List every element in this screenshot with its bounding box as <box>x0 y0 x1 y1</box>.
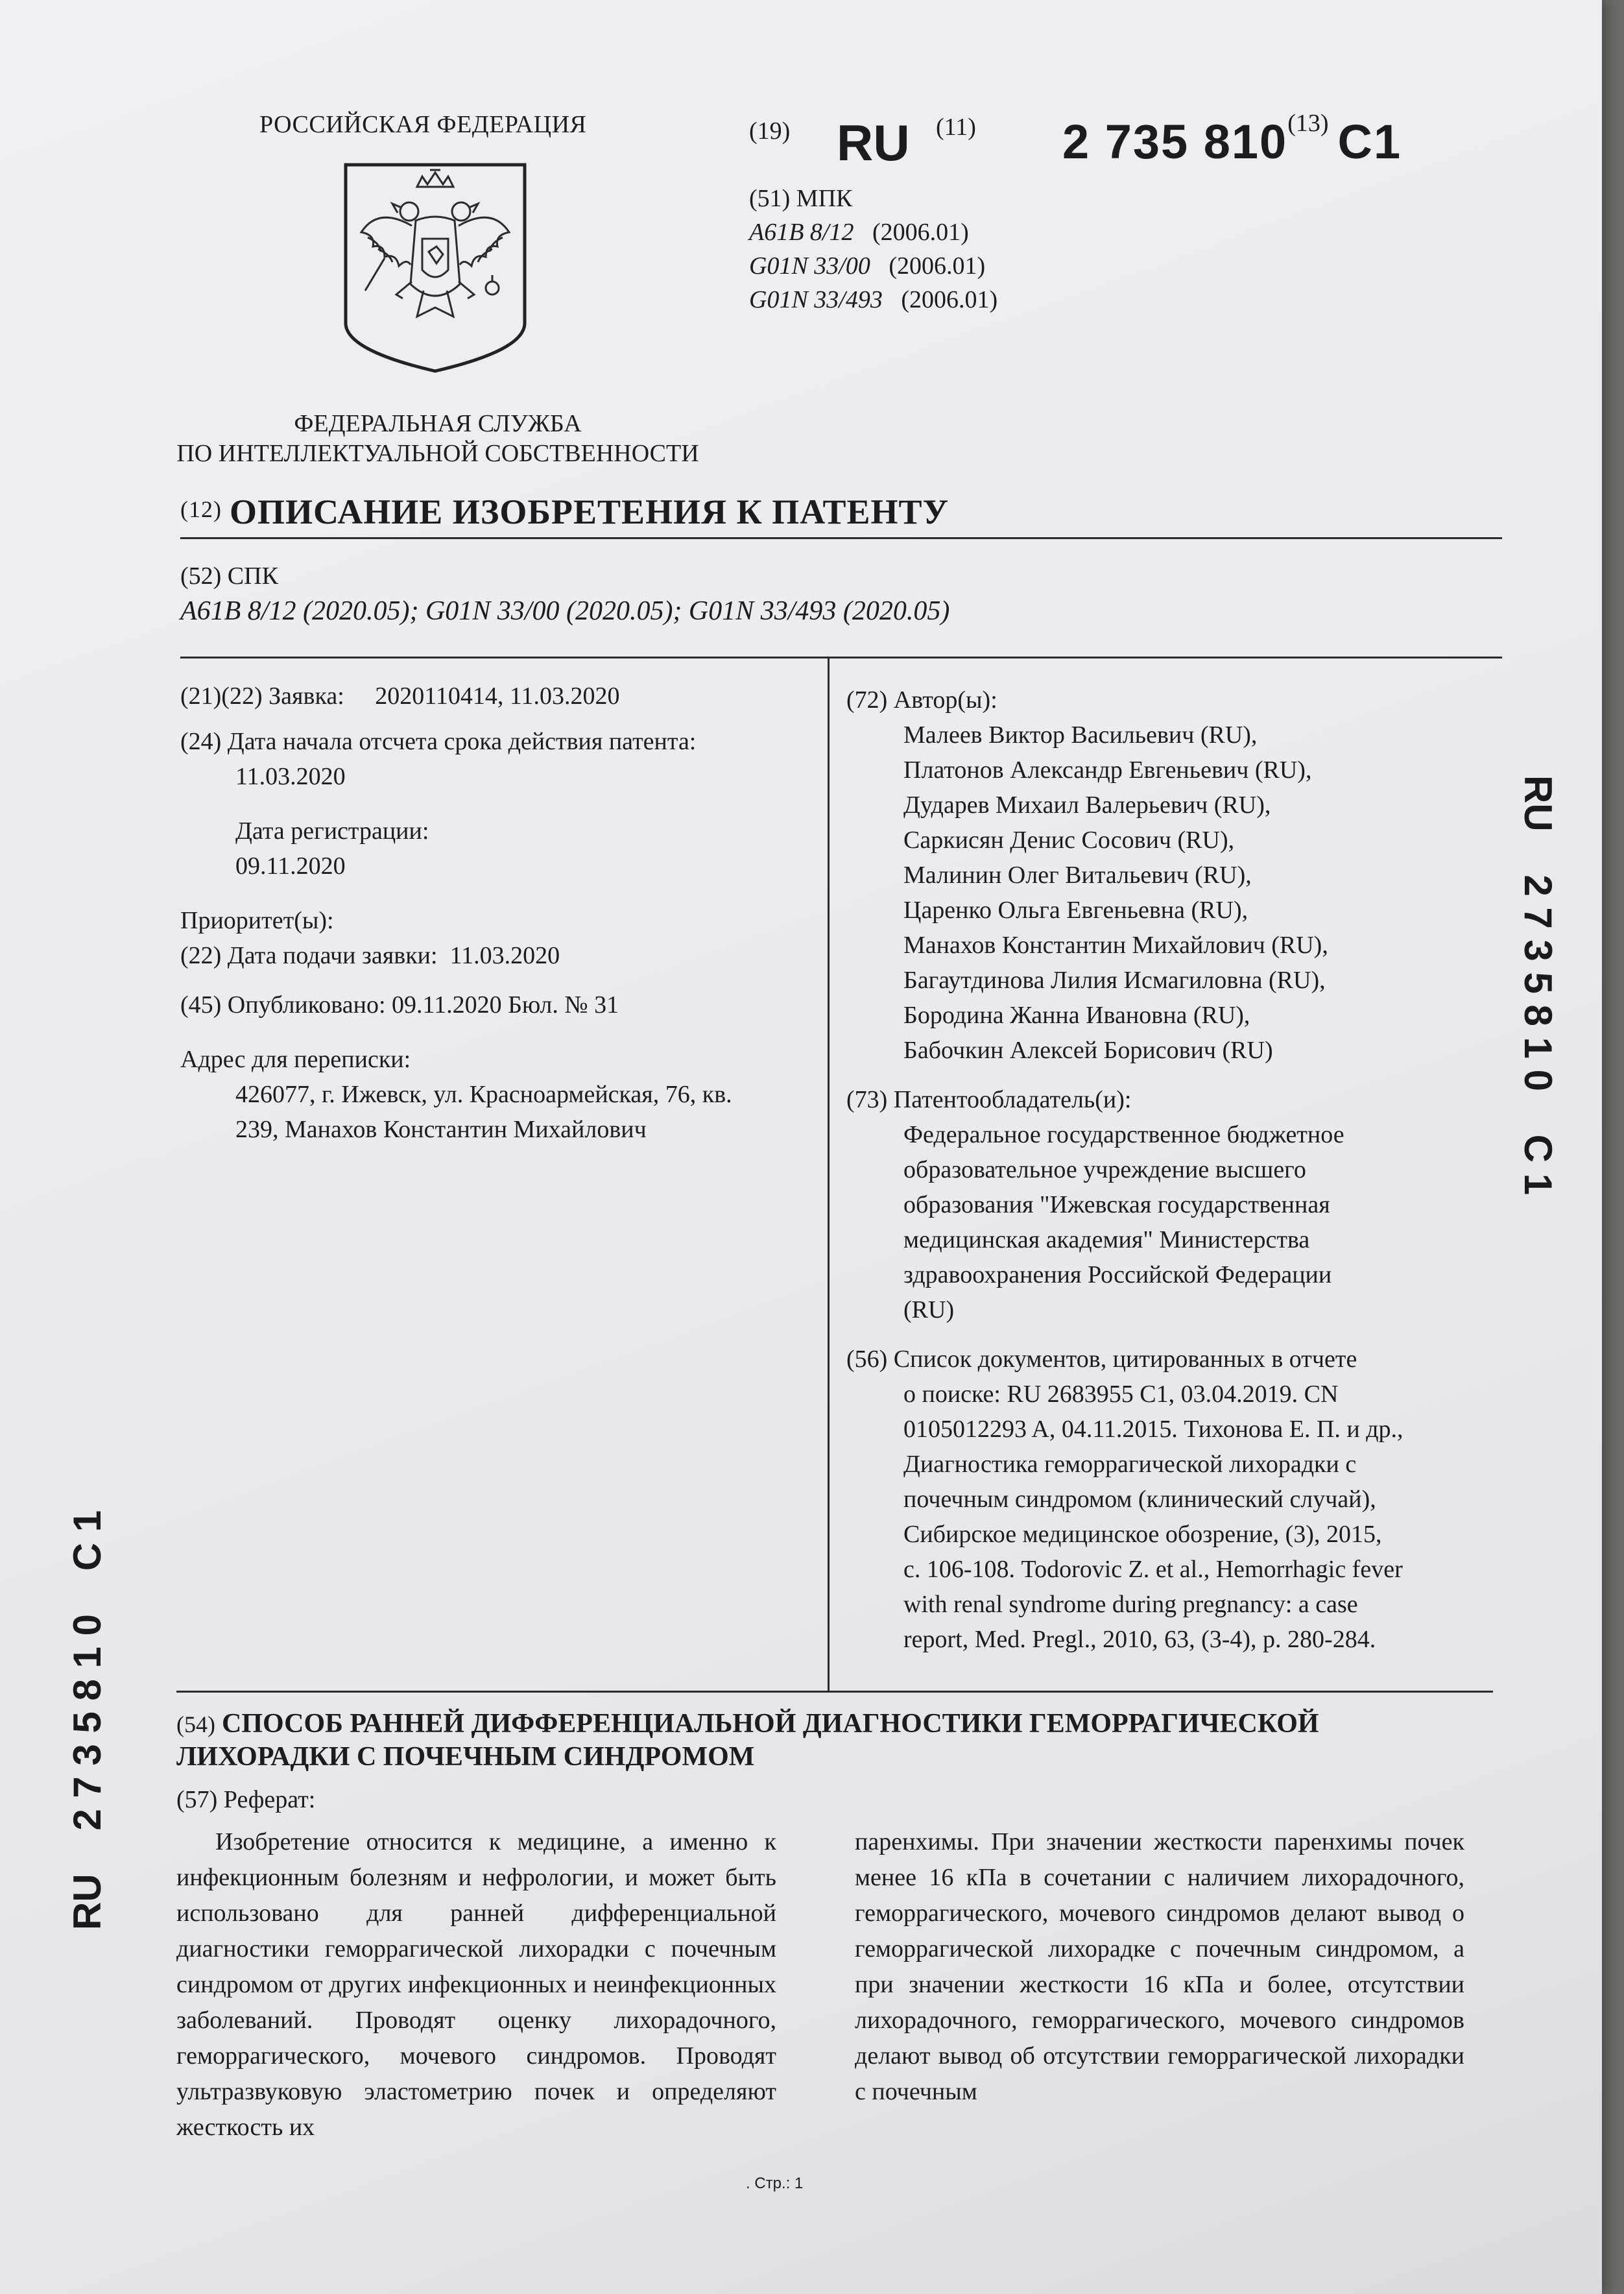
side-patent-number-left: RU 2 7 3 5 8 1 0 C 1 <box>66 1510 109 1930</box>
citations-label: (56) Список документов, цитированных в отчете <box>846 1346 1357 1373</box>
author-item: Малинин Олег Витальевич (RU), <box>903 862 1252 889</box>
application-row <box>180 679 809 714</box>
mpk-entry <box>749 249 997 283</box>
address-line-2: 239, Манахов Константин Михайлович <box>235 1116 647 1143</box>
citations-text <box>846 1377 1469 1657</box>
application-value: 2020110414, 11.03.2020 <box>375 682 620 710</box>
citation-line: Диагностика геморрагической лихорадки с <box>903 1451 1357 1478</box>
mpk-entry <box>749 215 997 249</box>
code-13: (13) <box>1287 110 1329 137</box>
abstract-left-column: Изобретение относится к медицине, а именно к инфекционным болезням и нефрологии, и может быть использовано для ранней дифференциальной диагностики геморрагической лихорадки с почечным синдромом от других инфекционных и неинфекционных заболеваний. Проводят оценку лихорадочного, геморрагического, мочевого синдромов. Проводят ультразвуковую эластометрию почек и определяют жесткость их <box>176 1828 776 2141</box>
spk-label: (52) СПК <box>180 562 278 590</box>
address-label: Адрес для переписки: <box>180 1046 411 1073</box>
document-type-title <box>180 492 949 532</box>
author-item: Бабочкин Алексей Борисович (RU) <box>903 1037 1273 1064</box>
holder-line: здравоохранения Российской Федерации <box>903 1261 1332 1288</box>
title-text-2: ЛИХОРАДКИ С ПОЧЕЧНЫМ СИНДРОМОМ <box>176 1742 755 1772</box>
citation-line: Сибирское медицинское обозрение, (3), 2015, <box>903 1521 1382 1548</box>
term-start-label: (24) Дата начала отсчета срока действия патента: <box>180 728 697 755</box>
published-value: 09.11.2020 Бюл. № 31 <box>392 991 619 1019</box>
author-item: Манахов Константин Михайлович (RU), <box>903 932 1328 959</box>
divider-2 <box>180 657 1502 658</box>
title-line-1 <box>176 1708 1461 1741</box>
author-item: Саркисян Денис Сосович (RU), <box>903 827 1235 854</box>
mpk-year: (2006.01) <box>889 252 986 280</box>
holder-line: медицинская академия" Министерства <box>903 1226 1310 1253</box>
author-item: Бородина Жанна Ивановна (RU), <box>903 1002 1250 1029</box>
address-line-1: 426077, г. Ижевск, ул. Красноармейская, 76, кв. <box>235 1081 732 1108</box>
code-11: (11) <box>936 114 976 141</box>
mpk-year: (2006.01) <box>901 286 998 313</box>
published-row <box>180 987 809 1022</box>
holder-text <box>846 1117 1469 1327</box>
mpk-class: A61B 8/12 <box>749 219 854 246</box>
code-19: (19) <box>749 117 791 145</box>
mpk-block <box>749 182 997 317</box>
document-type-text: ОПИСАНИЕ ИЗОБРЕТЕНИЯ К ПАТЕНТУ <box>229 492 949 531</box>
citation-line: with renal syndrome during pregnancy: a case <box>903 1591 1358 1618</box>
holder-line: образования "Ижевская государственная <box>903 1191 1330 1218</box>
mpk-class: G01N 33/00 <box>749 252 870 280</box>
mpk-year: (2006.01) <box>872 219 969 246</box>
country-code: RU <box>837 114 910 171</box>
holder-label: (73) Патентообладатель(и): <box>846 1086 1132 1113</box>
column-divider <box>828 658 830 1691</box>
abstract-label: (57) Реферат: <box>176 1786 316 1813</box>
registration-value: 09.11.2020 <box>235 852 346 880</box>
registration-label: Дата регистрации: <box>235 817 429 845</box>
mpk-label: (51) МПК <box>749 185 853 212</box>
abstract-right-column: паренхимы. При значении жесткости паренхимы почек менее 16 кПа в сочетании с наличием лихорадочного, геморрагического, мочевого синдромов делают вывод о геморрагической лихорадке с почечным синдромом, а при значении жесткости 16 кПа и более, отсутствии лихорадочного, геморрагического, мочевого синдромов делают вывод об отсутствии геморрагической лихорадки с почечным <box>855 1828 1464 2105</box>
agency-line-2: ПО ИНТЕЛЛЕКТУАЛЬНОЙ СОБСТВЕННОСТИ <box>176 440 699 467</box>
divider-1 <box>180 537 1502 539</box>
patent-number-block <box>1062 110 1402 169</box>
bibliographic-right <box>846 682 1469 1657</box>
patent-number: 2 735 810 <box>1062 115 1288 169</box>
filing-value: 11.03.2020 <box>449 942 560 969</box>
author-item: Малеев Виктор Васильевич (RU), <box>903 721 1258 749</box>
author-item: Дударев Михаил Валерьевич (RU), <box>903 791 1271 819</box>
author-item: Царенко Ольга Евгеньевна (RU), <box>903 897 1248 924</box>
author-item: Платонов Александр Евгеньевич (RU), <box>903 756 1312 784</box>
application-label: (21)(22) Заявка: <box>180 682 344 710</box>
author-item: Багаутдинова Лилия Исмагиловна (RU), <box>903 967 1326 994</box>
authors-label: (72) Автор(ы): <box>846 686 997 714</box>
spk-classes: A61B 8/12 (2020.05); G01N 33/00 (2020.05); G01N 33/493 (2020.05) <box>180 596 950 626</box>
mpk-entry <box>749 283 997 317</box>
citation-line: report, Med. Pregl., 2010, 63, (3-4), p. 280-284. <box>903 1626 1376 1653</box>
kind-code: C1 <box>1337 115 1402 169</box>
citation-line: 0105012293 A, 04.11.2015. Тихонова Е. П. и др., <box>903 1416 1403 1443</box>
holder-line: Федеральное государственное бюджетное <box>903 1121 1344 1148</box>
page-number: . Стр.: 1 <box>746 2175 804 2192</box>
citation-line: с. 106-108. Todorovic Z. et al., Hemorrhagic fever <box>903 1556 1403 1583</box>
agency-line-1: ФЕДЕРАЛЬНАЯ СЛУЖБА <box>294 410 582 437</box>
filing-label: (22) Дата подачи заявки: <box>180 942 438 969</box>
citation-line: о поиске: RU 2683955 C1, 03.04.2019. CN <box>903 1381 1339 1408</box>
term-start-value: 11.03.2020 <box>235 763 346 790</box>
divider-3 <box>176 1691 1493 1693</box>
invention-title <box>176 1708 1461 1773</box>
code-12: (12) <box>180 496 222 522</box>
title-text-1: СПОСОБ РАННЕЙ ДИФФЕРЕНЦИАЛЬНОЙ ДИАГНОСТИКИ ГЕМОРРАГИЧЕСКОЙ <box>221 1709 1319 1739</box>
code-54: (54) <box>176 1711 215 1737</box>
published-label: (45) Опубликовано: <box>180 991 386 1019</box>
holder-line: образовательное учреждение высшего <box>903 1156 1306 1183</box>
priority-label: Приоритет(ы): <box>180 907 334 934</box>
filing-row <box>180 938 809 973</box>
authors-list <box>846 718 1469 1068</box>
agency-name <box>149 409 726 468</box>
holder-line: (RU) <box>903 1296 955 1323</box>
coat-of-arms-emblem <box>339 161 531 375</box>
side-patent-number-right: RU 2 7 3 5 8 1 0 C 1 <box>1516 775 1560 1195</box>
citation-line: почечным синдромом (клинический случай), <box>903 1486 1376 1513</box>
bibliographic-left <box>180 679 809 1147</box>
country-name: РОССИЙСКАЯ ФЕДЕРАЦИЯ <box>259 111 587 138</box>
mpk-class: G01N 33/493 <box>749 286 883 313</box>
